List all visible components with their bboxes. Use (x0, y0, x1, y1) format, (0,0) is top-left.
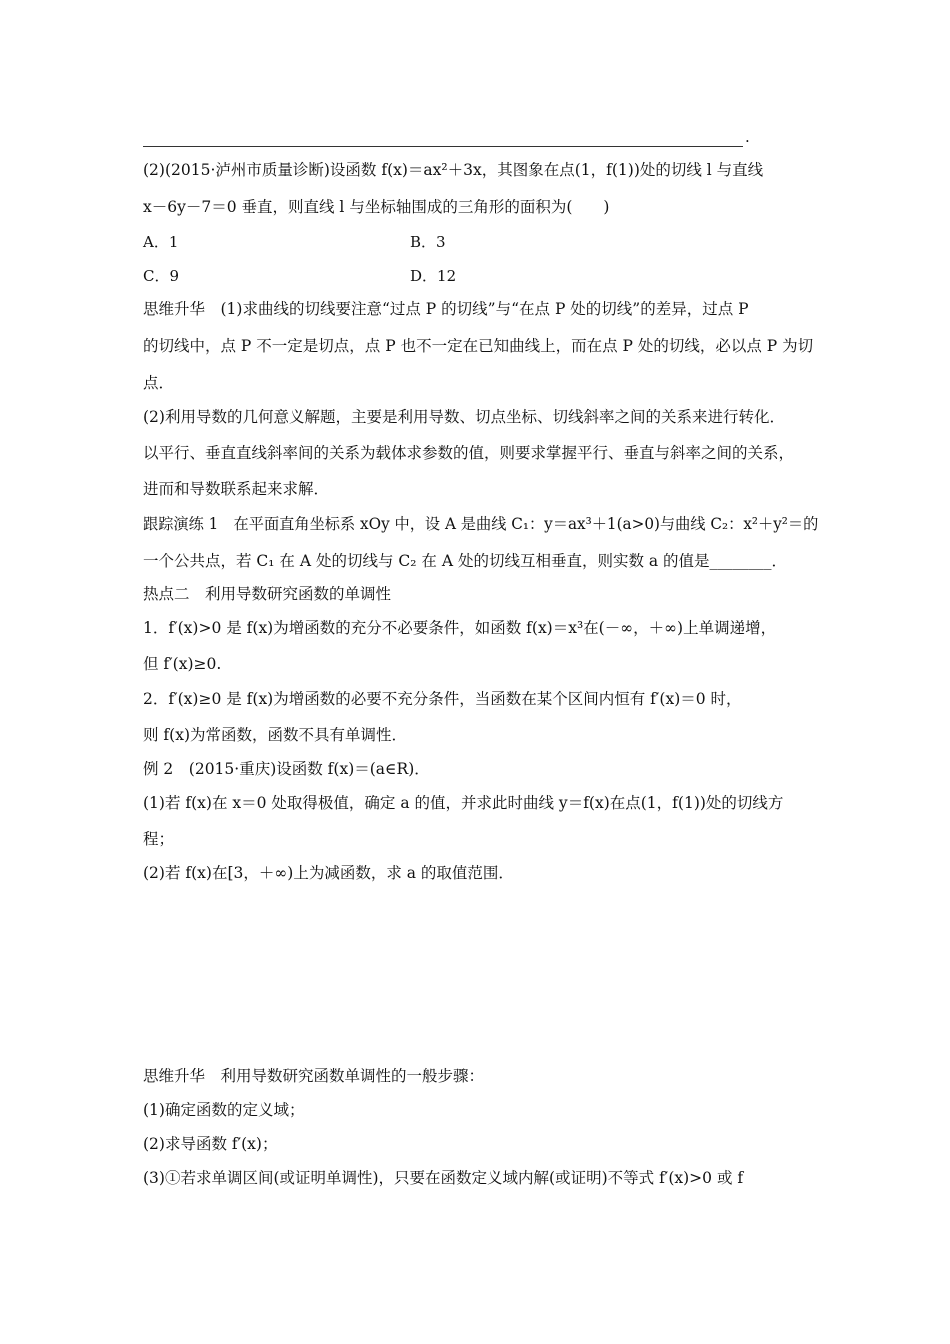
option-b: B．3 (410, 233, 446, 251)
option-c: C．9 (143, 267, 180, 285)
thinking-summary-2-step-1: (1)确定函数的定义域； (143, 1101, 305, 1119)
hotspot-2-point-2-line-1: 2．f′(x)≥0 是 f(x)为增函数的必要不充分条件，当函数在某个区间内恒有 f′(x)＝0 时， (143, 690, 742, 708)
option-d: D．12 (410, 267, 457, 285)
thinking-summary-1-line-4: (2)利用导数的几何意义解题，主要是利用导数、切点坐标、切线斜率之间的关系来进行转化． (143, 408, 785, 426)
answer-blank-period: . (745, 128, 750, 146)
answer-blank-line (143, 146, 743, 147)
thinking-summary-2-step-3: (3)①若求单调区间(或证明单调性)，只要在函数定义域内解(或证明)不等式 f′(x)>0 或 f (143, 1169, 744, 1187)
hotspot-2-point-1-line-2: 但 f′(x)≥0. (143, 655, 222, 673)
thinking-summary-1-line-1: 思维升华 (1)求曲线的切线要注意“过点 P 的切线”与“在点 P 处的切线”的差异，过点 P (143, 300, 749, 318)
hotspot-2-title: 热点二 利用导数研究函数的单调性 (143, 585, 392, 603)
question-2-line-1: (2)(2015·泸州市质量诊断)设函数 f(x)＝ax²＋3x，其图象在点(1，f(1))处的切线 l 与直线 (143, 161, 764, 179)
thinking-summary-2-step-2: (2)求导函数 f′(x)； (143, 1135, 278, 1153)
example-2-part-1-line-1: (1)若 f(x)在 x＝0 处取得极值，确定 a 的值，并求此时曲线 y＝f(x)在点(1，f(1))处的切线方 (143, 794, 784, 812)
thinking-summary-1-line-2: 的切线中，点 P 不一定是切点，点 P 也不一定在已知曲线上，而在点 P 处的切线，必以点 P 为切 (143, 337, 814, 355)
example-2-title: 例 2 (2015·重庆)设函数 f(x)＝(a∈R)． (143, 760, 430, 778)
hotspot-2-point-1-line-1: 1．f′(x)>0 是 f(x)为增函数的充分不必要条件，如函数 f(x)＝x³在(－∞，＋∞)上单调递增， (143, 619, 777, 637)
follow-up-exercise-line-1: 跟踪演练 1 在平面直角坐标系 xOy 中，设 A 是曲线 C₁：y＝ax³＋1(a>0)与曲线 C₂：x²＋y²＝的 (143, 515, 819, 533)
thinking-summary-1-line-6: 进而和导数联系起来求解． (143, 480, 330, 498)
follow-up-exercise-line-2: 一个公共点，若 C₁ 在 A 处的切线与 C₂ 在 A 处的切线互相垂直，则实数 a 的值是________． (143, 552, 788, 570)
example-2-part-1-line-2: 程； (143, 830, 175, 848)
question-2-line-2: x－6y－7＝0 垂直，则直线 l 与坐标轴围成的三角形的面积为( ) (143, 198, 610, 216)
hotspot-2-point-2-line-2: 则 f(x)为常函数，函数不具有单调性． (143, 726, 408, 744)
thinking-summary-2-title: 思维升华 利用导数研究函数单调性的一般步骤： (143, 1067, 485, 1085)
option-a: A．1 (143, 233, 179, 251)
thinking-summary-1-line-5: 以平行、垂直直线斜率间的关系为载体求参数的值，则要求掌握平行、垂直与斜率之间的关系， (143, 444, 795, 462)
thinking-summary-1-line-3: 点． (143, 374, 175, 392)
example-2-part-2: (2)若 f(x)在[3，＋∞)上为减函数，求 a 的取值范围． (143, 864, 514, 882)
